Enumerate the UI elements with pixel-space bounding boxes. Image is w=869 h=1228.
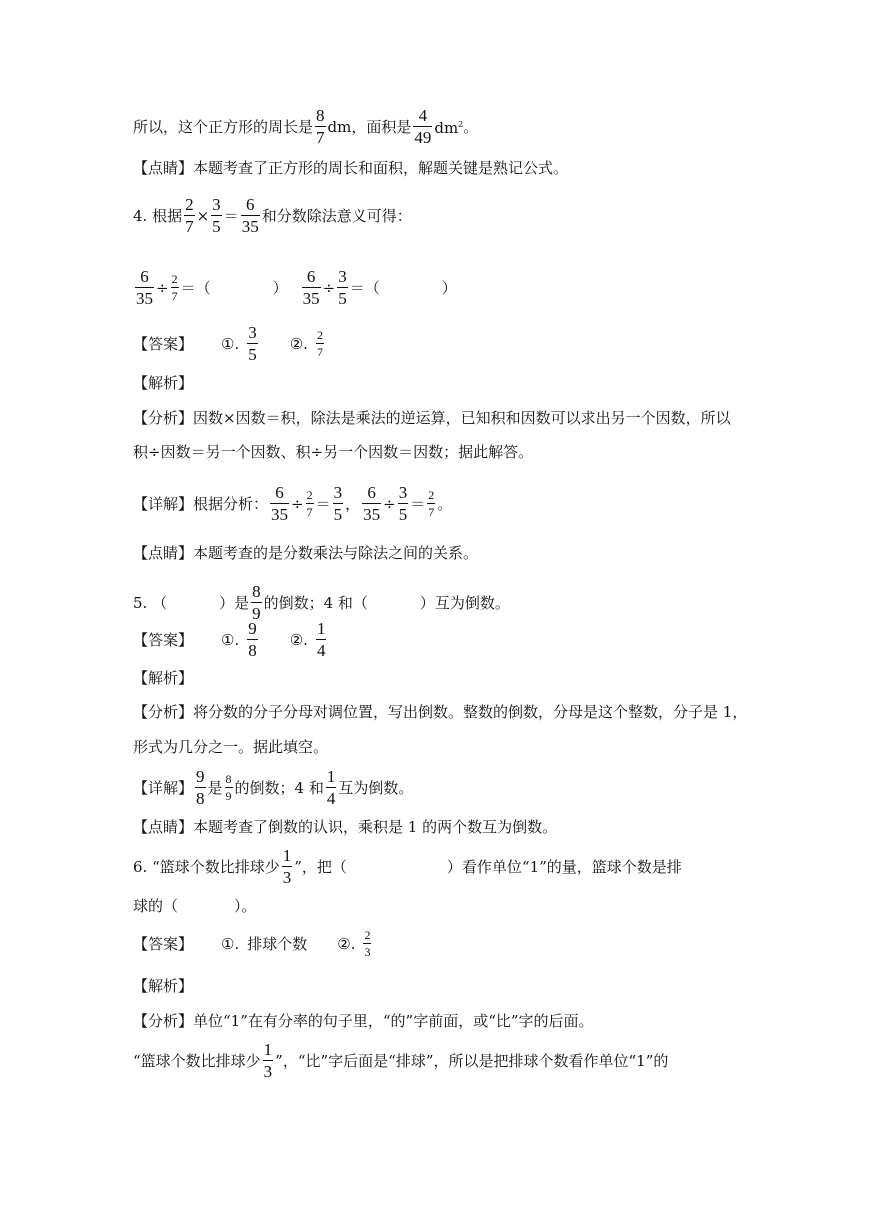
text: 【点睛】本题考查的是分数乘法与除法之间的关系。 — [133, 544, 479, 562]
text: 。 — [463, 117, 479, 136]
text: 【详解】根据分析： — [133, 494, 269, 513]
fenxi-5-line1 — [133, 702, 747, 722]
option-marker: ①. — [221, 630, 240, 649]
text: 【点睛】本题考查了倒数的认识，乘积是 1 的两个数互为倒数。 — [133, 818, 558, 836]
divide-sign: ÷ — [156, 278, 169, 297]
fraction: $\frac{3}{5}$ — [338, 267, 347, 308]
text: dm，面积是 — [327, 117, 412, 136]
dianjing-note — [133, 158, 568, 178]
question-4 — [133, 196, 412, 235]
blank-open: ＝（ — [180, 278, 211, 297]
fraction: $\frac{2}{3}$ — [364, 928, 371, 959]
text: 4. 根据 — [133, 206, 183, 225]
text: 球的（ — [133, 897, 179, 915]
fraction: $\frac{2}{7}$ — [316, 328, 323, 359]
fraction: $\frac{1}{3}$ — [263, 1040, 273, 1081]
text: 【分析】单位“1”在有分率的句子里，“的”字前面，或“比”字的后面。 — [133, 1012, 594, 1030]
fraction: $\frac{1}{3}$ — [282, 846, 292, 887]
fenxi-4-line2 — [133, 442, 533, 462]
text: ”，把（ — [294, 857, 347, 876]
fraction: $\frac{6}{35}$ — [363, 483, 381, 524]
divide-sign: ÷ — [322, 278, 336, 297]
answer-text: 排球个数 — [247, 934, 308, 953]
text: 积÷因数＝另一个因数、积÷另一个因数＝因数；据此解答。 — [133, 443, 534, 461]
fenxi-4-line1 — [133, 408, 731, 428]
fenxi-6 — [133, 1011, 594, 1031]
fenxi-6-continued — [133, 1041, 668, 1080]
equals-sign: ＝ — [315, 494, 331, 513]
text: ”，“比”字后面是“排球”，所以是把排球个数看作单位“1”的 — [275, 1051, 669, 1070]
unit: $dm^2$ — [434, 119, 464, 137]
text: 6. “篮球个数比排球少 — [133, 857, 280, 876]
divide-sign: ÷ — [383, 494, 396, 513]
text: 所以，这个正方形的周长是 — [133, 117, 314, 136]
text: 的倒数；4 和（ — [263, 593, 368, 612]
text: 互为倒数。 — [338, 778, 414, 797]
text: ）互为倒数。 — [419, 593, 510, 612]
fraction: $\frac{6}{35}$ — [241, 195, 259, 236]
xiangjie-5 — [133, 768, 413, 807]
blank-close: ） — [272, 278, 288, 297]
text: 【分析】因数×因数＝积，除法是乘法的逆运算，已知积和因数可以求出另一个因数，所以 — [133, 409, 731, 427]
fraction: $\frac{9}{8}$ — [196, 767, 205, 808]
perimeter-area-line — [133, 107, 478, 146]
answer-4 — [133, 324, 326, 363]
fraction: $\frac{2}{7}$ — [306, 488, 313, 519]
fraction: $\frac{6}{35}$ — [302, 267, 320, 308]
blank-close: ） — [441, 278, 457, 297]
text: ）。 — [234, 897, 257, 915]
text: 【解析】 — [133, 669, 194, 687]
fraction: $\frac{3}{5}$ — [333, 483, 343, 524]
text: ）看作单位“1”的量，篮球个数是排 — [446, 857, 682, 876]
divide-sign: ÷ — [291, 494, 304, 513]
fraction: $\frac{3}{5}$ — [398, 483, 408, 524]
text: 的倒数；4 和 — [234, 778, 324, 797]
text: 【分析】将分数的分子分母对调位置，写出倒数。整数的倒数，分母是这个整数，分子是 1， — [133, 703, 748, 721]
fraction: $\frac{1}{4}$ — [326, 767, 336, 808]
option-marker: ②. — [289, 630, 308, 649]
question-6-line1 — [133, 847, 682, 886]
question-6-line2 — [133, 896, 257, 916]
dianjing-5 — [133, 817, 557, 837]
text: ， — [345, 494, 361, 513]
text: ）是 — [219, 593, 250, 612]
text: 【解析】 — [133, 977, 194, 995]
jiexi-4 — [133, 373, 193, 393]
fraction: $\frac{3}{5}$ — [248, 323, 257, 364]
answer-5 — [133, 620, 328, 659]
fraction: $\frac{1}{4}$ — [316, 619, 326, 660]
text: 【详解】 — [133, 778, 194, 797]
equals-sign: ＝ — [223, 206, 239, 225]
fraction: $\frac{4}{49}$ — [414, 106, 432, 147]
blank-open: ＝（ — [349, 278, 380, 297]
question-5 — [133, 583, 510, 622]
text: 是 — [207, 778, 223, 797]
jiexi-5 — [133, 668, 193, 688]
answer-label: 【答案】 — [133, 630, 194, 649]
text: 【点睛】本题考查了正方形的周长和面积，解题关键是熟记公式。 — [133, 159, 569, 177]
answer-label: 【答案】 — [133, 334, 194, 353]
fraction: $\frac{8}{7}$ — [316, 106, 325, 147]
text: 【解析】 — [133, 374, 194, 392]
fraction: $\frac{8}{9}$ — [252, 582, 261, 623]
dianjing-4 — [133, 543, 478, 563]
xiangjie-4 — [133, 484, 452, 523]
text: “篮球个数比排球少 — [133, 1051, 261, 1070]
fraction: $\frac{8}{9}$ — [225, 772, 232, 803]
fraction: $\frac{2}{7}$ — [428, 488, 435, 519]
fraction: $\frac{2}{7}$ — [171, 272, 178, 303]
fenxi-5-line2 — [133, 737, 328, 757]
equals-sign: ＝ — [410, 494, 426, 513]
text: 和分数除法意义可得： — [261, 206, 412, 225]
jiexi-6 — [133, 976, 193, 996]
fraction: $\frac{9}{8}$ — [248, 619, 257, 660]
question-4-blanks — [133, 268, 457, 307]
times-sign: × — [196, 206, 210, 225]
fraction: $\frac{3}{5}$ — [212, 195, 221, 236]
fraction: $\frac{6}{35}$ — [271, 483, 289, 524]
fraction: $\frac{2}{7}$ — [185, 195, 194, 236]
option-marker: ②. — [337, 934, 356, 953]
answer-6 — [133, 929, 373, 958]
answer-label: 【答案】 — [133, 934, 194, 953]
text: 形式为几分之一。据此填空。 — [133, 738, 329, 756]
option-marker: ①. — [221, 934, 240, 953]
text: 。 — [437, 494, 453, 513]
text: 5. （ — [133, 593, 168, 612]
option-marker: ①. — [221, 334, 240, 353]
option-marker: ②. — [289, 334, 308, 353]
fraction: $\frac{6}{35}$ — [136, 267, 153, 308]
